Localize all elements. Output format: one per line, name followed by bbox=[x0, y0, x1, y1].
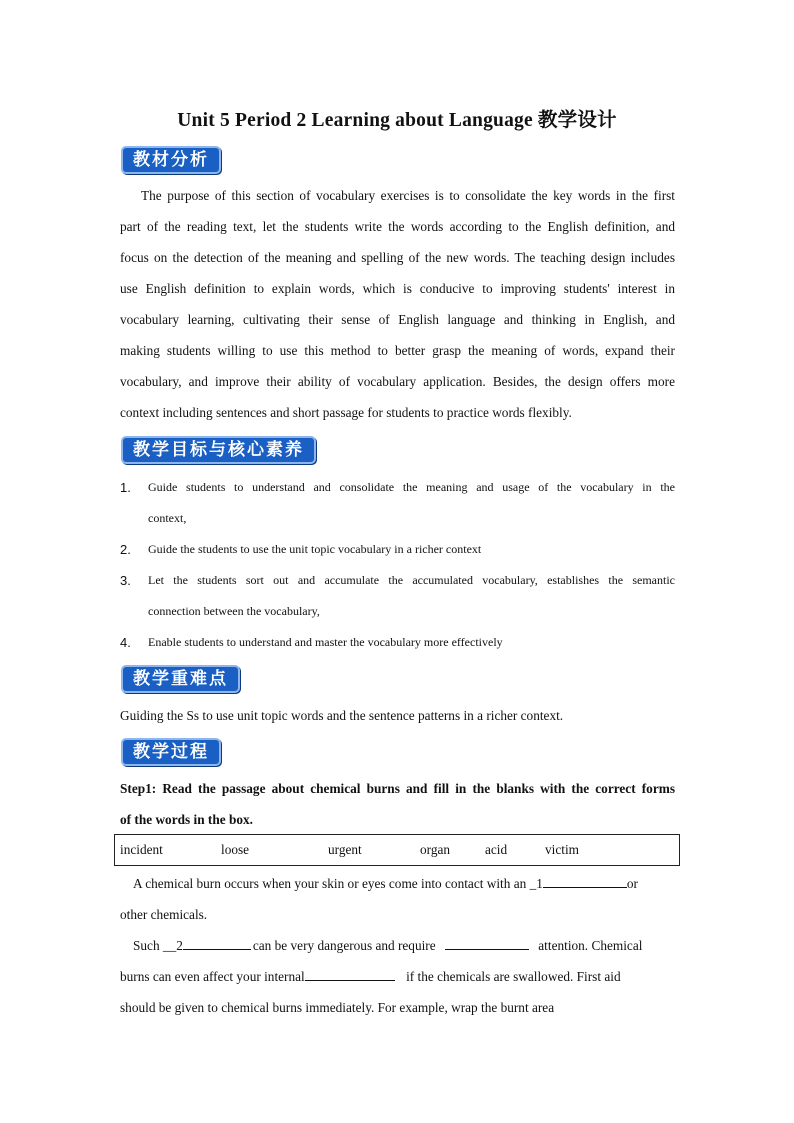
list-item-continuation bbox=[120, 503, 675, 534]
word-box-item: victim bbox=[545, 842, 579, 857]
word-box-item: loose bbox=[221, 842, 250, 857]
word-box-item: urgent bbox=[328, 842, 362, 857]
passage-line: A chemical burn occurs when your skin or eyes come into contact with an _1 or bbox=[120, 868, 693, 899]
passage-line: should be given to chemical burns immediately. For example, wrap the burnt area bbox=[120, 1000, 555, 1015]
list-item bbox=[120, 627, 675, 658]
paragraph-line: context including sentences and short passage for students to practice words flexibly. bbox=[120, 405, 572, 420]
list-text: connection between the vocabulary, bbox=[148, 604, 320, 618]
list-text: Guide the students to use the unit topic vocabulary in a richer context bbox=[148, 542, 482, 556]
instruction-line: Step1: Read the passage about chemical burns and fill in the blanks with the correct forms bbox=[120, 781, 675, 796]
word-box bbox=[114, 834, 680, 866]
paragraph-line: vocabulary learning, cultivating their sense of English language and thinking in English, and bbox=[120, 312, 675, 327]
list-number: 1. bbox=[120, 480, 131, 495]
section-badge-objectives: 教学目标与核心素养 bbox=[121, 436, 316, 464]
passage-line: burns can even affect your internal if the chemicals are swallowed. First aid bbox=[120, 961, 675, 992]
objectives-list bbox=[120, 472, 675, 658]
section-badge-key-points: 教学重难点 bbox=[121, 665, 240, 693]
list-item-continuation bbox=[120, 596, 675, 627]
passage-line: other chemicals. bbox=[120, 907, 208, 922]
list-number: 3. bbox=[120, 573, 131, 588]
word-box-item: organ bbox=[420, 842, 451, 857]
word-box-item: incident bbox=[120, 842, 163, 857]
list-text: Let the students sort out and accumulate the accumulated vocabulary, establishes the semantic bbox=[148, 573, 675, 587]
answer-blank-3[interactable] bbox=[445, 935, 529, 950]
list-item bbox=[120, 472, 675, 503]
answer-blank-1[interactable] bbox=[543, 873, 627, 888]
list-text: context, bbox=[148, 511, 187, 525]
section-badge-analysis: 教材分析 bbox=[121, 146, 221, 174]
analysis-paragraph bbox=[120, 180, 675, 428]
paragraph-line: vocabulary, and improve their ability of vocabulary application. Besides, the design offers more bbox=[120, 374, 675, 389]
list-text: Enable students to understand and master the vocabulary more effectively bbox=[148, 635, 503, 649]
instruction-line: of the words in the box. bbox=[120, 812, 253, 827]
paragraph-line: part of the reading text, let the students write the words according to the English definition, and bbox=[120, 219, 675, 234]
list-item bbox=[120, 565, 675, 596]
answer-blank-4[interactable] bbox=[305, 966, 395, 981]
section-badge-process: 教学过程 bbox=[121, 738, 221, 766]
list-text: Guide students to understand and consolidate the meaning and usage of the vocabulary in the bbox=[148, 480, 675, 494]
key-points-text: Guiding the Ss to use unit topic words and the sentence patterns in a richer context. bbox=[120, 708, 564, 723]
list-number: 4. bbox=[120, 635, 131, 650]
word-box-item: acid bbox=[485, 842, 508, 857]
list-item bbox=[120, 534, 675, 565]
paragraph-line: focus on the detection of the meaning and spelling of the new words. The teaching design includes bbox=[120, 250, 675, 265]
page-title: Unit 5 Period 2 Learning about Language 教学设计 bbox=[177, 110, 617, 131]
list-number: 2. bbox=[120, 542, 131, 557]
passage-line: Such __2 can be very dangerous and require attention. Chemical bbox=[120, 930, 675, 961]
answer-blank-2[interactable] bbox=[183, 935, 251, 950]
step1-instruction bbox=[120, 773, 675, 835]
paragraph-line: The purpose of this section of vocabulary exercises is to consolidate the key words in the first bbox=[141, 188, 675, 203]
paragraph-line: use English definition to explain words, which is conducive to improving students' interest in bbox=[120, 281, 675, 296]
paragraph-line: making students willing to use this method to better grasp the meaning of words, expand their bbox=[120, 343, 675, 358]
